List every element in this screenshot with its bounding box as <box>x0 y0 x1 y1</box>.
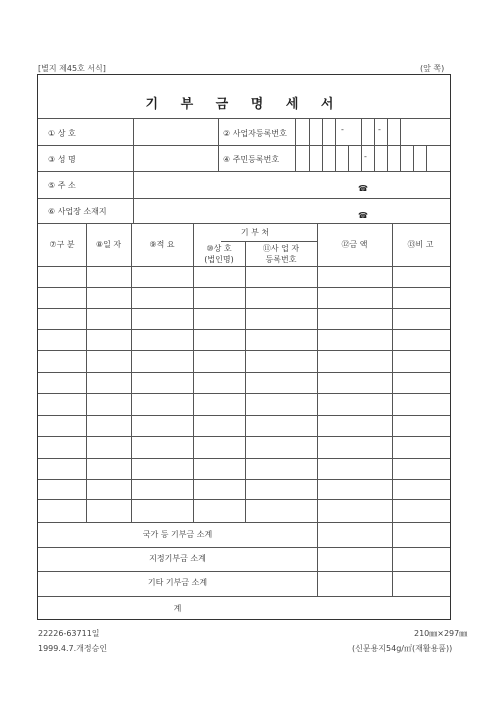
subtotal-other: 기타 기부금 소계 <box>147 578 208 587</box>
phone-icon-workplace: ☎ <box>358 211 368 220</box>
col-header-donee-name <box>193 243 245 265</box>
biz-no-dash-1: - <box>341 125 344 134</box>
approval-date: 1999.4.7.개정승인 <box>38 644 108 653</box>
form-number: [별지 제45호 서식] <box>38 64 106 73</box>
grand-total: 계 <box>173 604 182 613</box>
label-business-reg-no: ② 사업자등록번호 <box>223 129 287 138</box>
donee-bizno-sub-label: 등록번호 <box>265 255 297 264</box>
label-address: ⑤ 주 소 <box>48 181 76 190</box>
donee-bizno-label: ⑪사 업 자 <box>262 244 300 253</box>
label-company-name: ① 상 호 <box>48 129 76 138</box>
col-header-amount: ⑫금 액 <box>341 240 368 249</box>
col-header-donee-bizno <box>245 243 317 265</box>
col-header-summary: ⑨적 요 <box>149 240 175 249</box>
donation-statement-form <box>37 74 451 620</box>
paper-size: 210㎜×297㎜ <box>414 629 468 638</box>
col-header-donee: 기 부 처 <box>240 228 270 237</box>
phone-icon-address: ☎ <box>358 184 368 193</box>
subtotal-designated: 지정기부금 소계 <box>149 554 206 563</box>
col-header-type: ⑦구 분 <box>49 240 75 249</box>
col-header-date: ⑧일 자 <box>95 240 122 249</box>
form-title: 기 부 금 명 세 서 <box>145 97 343 112</box>
label-resident-reg-no: ④ 주민등록번호 <box>223 155 280 164</box>
resident-no-dash: - <box>364 152 367 161</box>
donee-name-label: ⑩상 호 <box>206 244 232 253</box>
subtotal-national: 국가 등 기부금 소계 <box>142 530 213 539</box>
col-header-remarks: ⑬비 고 <box>407 240 434 249</box>
paper-spec: (신문용지54g/㎡(재활용품)) <box>352 644 453 653</box>
form-code: 22226-63711일 <box>38 629 100 638</box>
page-side-label: (앞 쪽) <box>420 64 445 73</box>
biz-no-dash-2: - <box>378 125 381 134</box>
donee-name-sub-label: (법인명) <box>204 255 234 264</box>
label-workplace-location: ⑥ 사업장 소재지 <box>48 207 107 216</box>
label-representative-name: ③ 성 명 <box>48 155 76 164</box>
